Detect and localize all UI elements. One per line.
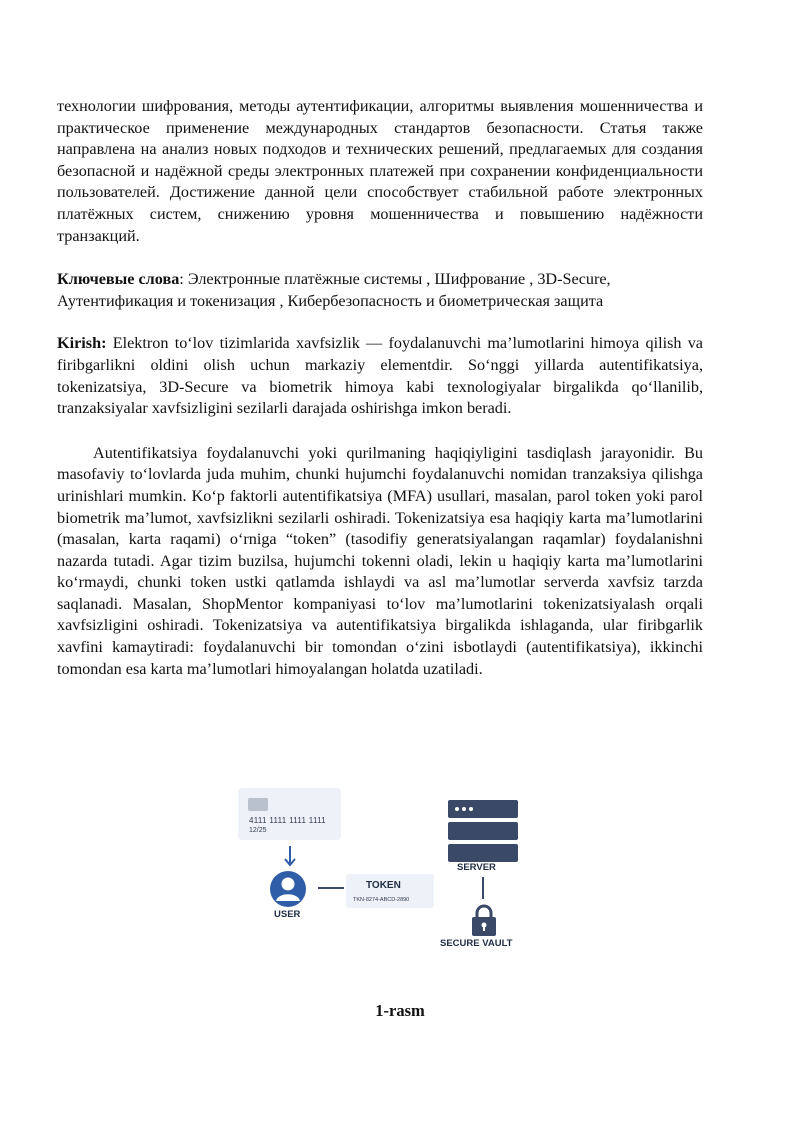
- tokenization-figure: [238, 788, 558, 960]
- kirish-paragraph: [57, 333, 703, 419]
- user-label: USER: [274, 909, 301, 920]
- keywords-paragraph: [57, 269, 703, 312]
- card-number: 4111 1111 1111 1111: [249, 816, 327, 825]
- server-vault-connector: [482, 877, 484, 899]
- keywords-line1: : Электронные платёжные системы , Шифрование , 3D-Secure,: [179, 270, 611, 289]
- figure-caption: 1-rasm: [375, 1001, 425, 1020]
- kirish-text: Elektron to‘lov tizimlarida xavfsizlik — foydalanuvchi ma’lumotlarini himoya qilish va firibgarlikni oldini olish uchun markaziy elementdir. So‘nggi yillarda autentifikatsiya, tokenizatsiya, 3D-Secure va biometrik himoya kabi texnologiyalar birgalikda qo‘llanilib, tranzaksiyalar xavfsizligini sezilarli darajada oshirishga imkon beradi.: [57, 334, 703, 418]
- intro-paragraph: технологии шифрования, методы аутентификации, алгоритмы выявления мошенничества и практическое применение международных стандартов безопасности. Статья также направлена на анализ новых подходов и технических решений, предлагаемых для создания безопасной и надёжной среды электронных платежей при сохранении конфиденциальности пользователей. Достижение данной цели способствует стабильной работе электронных платёжных систем, снижению уровня мошенничества и повышению надёжности транзакций.: [57, 97, 703, 245]
- card-expiry: 12/25: [249, 827, 267, 834]
- document-body: [57, 96, 703, 680]
- keywords-label: Ключевые слова: [57, 270, 180, 289]
- user-icon: [269, 870, 307, 908]
- keywords-line2: Аутентификация и токенизация , Кибербезопасность и биометрическая защита: [57, 291, 604, 310]
- card-chip-icon: [248, 798, 268, 811]
- server-label: SERVER: [457, 862, 496, 873]
- user-token-connector: [318, 887, 344, 889]
- token-label: TOKEN: [366, 880, 401, 891]
- server-icon: [448, 800, 518, 862]
- payment-card: [238, 788, 341, 840]
- body-paragraph: Autentifikatsiya foydalanuvchi yoki qurilmaning haqiqiyligini tasdiqlash jarayonidir. Bu masofaviy to‘lovlarda juda muhim, chunki hujumchi foydalanuvchi nomidan tranzaksiya qilishga urinishlari mumkin. Ko‘p faktorli autentifikatsiya (MFA) usullari, masalan, parol token yoki parol biometrik ma’lumot, xavfsizlikni sezilarli oshiradi. Tokenizatsiya esa haqiqiy karta ma’lumotlarini (masalan, karta raqami) o‘rniga “token” (tasodifiy generatsiyalangan raqamlar) foydalanishni nazarda tutadi. Agar tizim buzilsa, hujumchi tokenni oladi, lekin u haqiqiy karta ma’lumotlarini ko‘rmaydi, chunki token ustki qatlamda ishlaydi va asl ma’lumotlar serverda xavfsiz tarzda saqlanadi. Masalan, ShopMentor kompaniyasi to‘lov ma’lumotlarini tokenizatsiyalash orqali xavfsizligini oshiradi. Tokenizatsiya va autentifikatsiya birgalikda ishlaganda, ular firibgarlik xavfini kamaytiradi: foydalanuvchi bir tomondan o‘zini isbotlaydi (autentifikatsiya), ikkinchi tomondan esa karta ma’lumotlari himoyalangan holatda uzatiladi.: [57, 443, 703, 678]
- arrow-down-icon: [282, 845, 298, 867]
- vault-label: SECURE VAULT: [440, 938, 513, 949]
- token-id: TKN-8274-ABCD-2890: [353, 897, 410, 903]
- kirish-label: Kirish:: [57, 334, 107, 353]
- lock-icon: [469, 903, 499, 937]
